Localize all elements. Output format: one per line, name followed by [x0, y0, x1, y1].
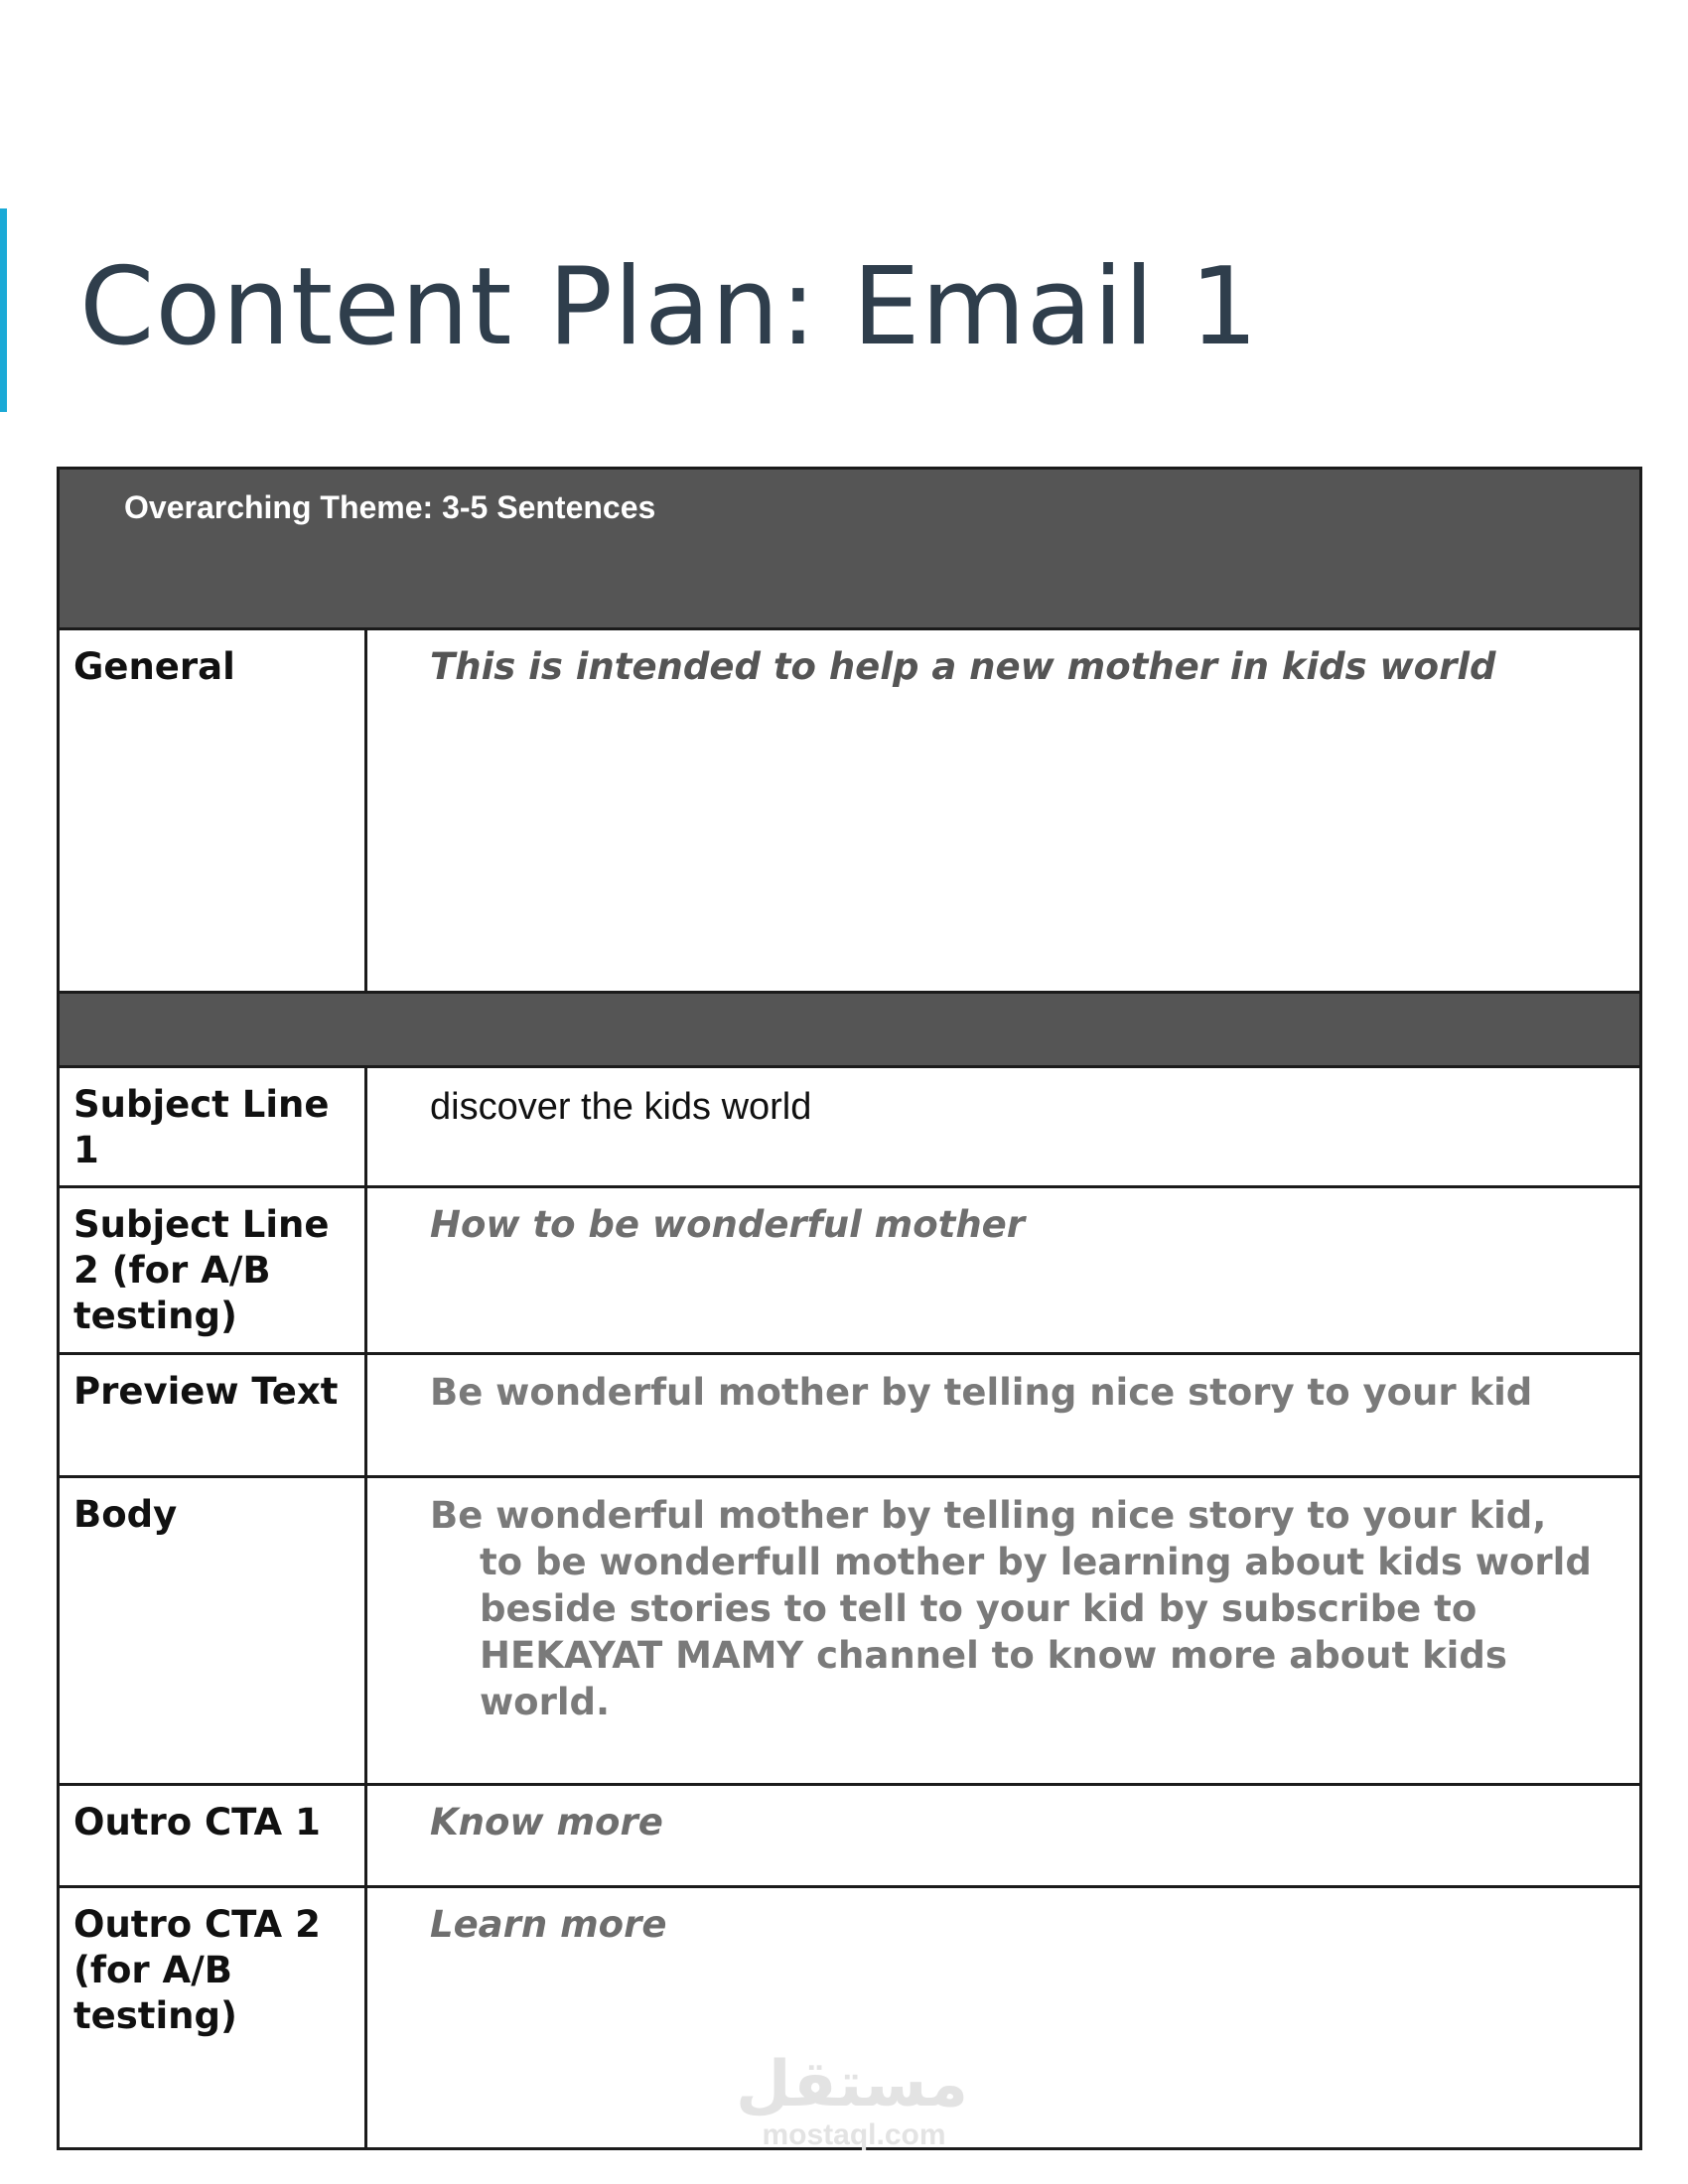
- preview-text-value-text: Be wonderful mother by telling nice story to your kid: [430, 1371, 1533, 1414]
- table-row-subject-line-2: [59, 1187, 1641, 1354]
- outro-cta-1-value-text: Know more: [430, 1801, 663, 1843]
- row-value-general[interactable]: [366, 629, 1641, 993]
- subject-line-2-value-text: How to be wonderful mother: [430, 1203, 1026, 1246]
- section-divider-row: [59, 993, 1641, 1067]
- row-label-body: Body: [59, 1477, 366, 1785]
- table-row-outro-cta-1: [59, 1785, 1641, 1887]
- row-label-outro-cta-1: Outro CTA 1: [59, 1785, 366, 1887]
- page-title: Content Plan: Email 1: [79, 245, 1260, 369]
- general-value-text: This is intended to help a new mother in kids world: [430, 645, 1496, 688]
- subject-line-1-value-text: discover the kids world: [430, 1086, 812, 1128]
- row-value-outro-cta-2[interactable]: [366, 1887, 1641, 2149]
- title-accent-bar: [0, 208, 7, 412]
- table-row-general: [59, 629, 1641, 993]
- row-value-preview-text[interactable]: [366, 1354, 1641, 1477]
- table-row-subject-line-1: [59, 1067, 1641, 1187]
- content-plan-table: [57, 467, 1642, 2150]
- row-value-outro-cta-1[interactable]: [366, 1785, 1641, 1887]
- body-value-text: Be wonderful mother by telling nice story to your kid, to be wonderfull mother by learning about kids world beside stories to tell to your kid by subscribe to HEKAYAT MAMY channel to know more about kids world.: [430, 1494, 1592, 1723]
- row-value-body[interactable]: [366, 1477, 1641, 1785]
- row-label-subject-line-2: Subject Line 2 (for A/B testing): [59, 1187, 366, 1354]
- outro-cta-2-value-text: Learn more: [430, 1903, 667, 1946]
- watermark-arabic-text: مستقل: [735, 2048, 968, 2121]
- watermark-latin-text: mostaql.com: [762, 2118, 946, 2151]
- table-row-outro-cta-2: [59, 1887, 1641, 2149]
- theme-header-row: [59, 469, 1641, 629]
- row-label-preview-text: Preview Text: [59, 1354, 366, 1477]
- table-row-body: [59, 1477, 1641, 1785]
- section-divider-cell: [59, 993, 1641, 1067]
- row-value-subject-line-2[interactable]: [366, 1187, 1641, 1354]
- row-value-subject-line-1[interactable]: [366, 1067, 1641, 1187]
- theme-label: Overarching Theme: 3-5 Sentences: [124, 489, 656, 525]
- row-label-general: General: [59, 629, 366, 993]
- row-label-outro-cta-2: Outro CTA 2 (for A/B testing): [59, 1887, 366, 2149]
- table-row-preview-text: [59, 1354, 1641, 1477]
- theme-header-cell: [59, 469, 1641, 629]
- row-label-subject-line-1: Subject Line 1: [59, 1067, 366, 1187]
